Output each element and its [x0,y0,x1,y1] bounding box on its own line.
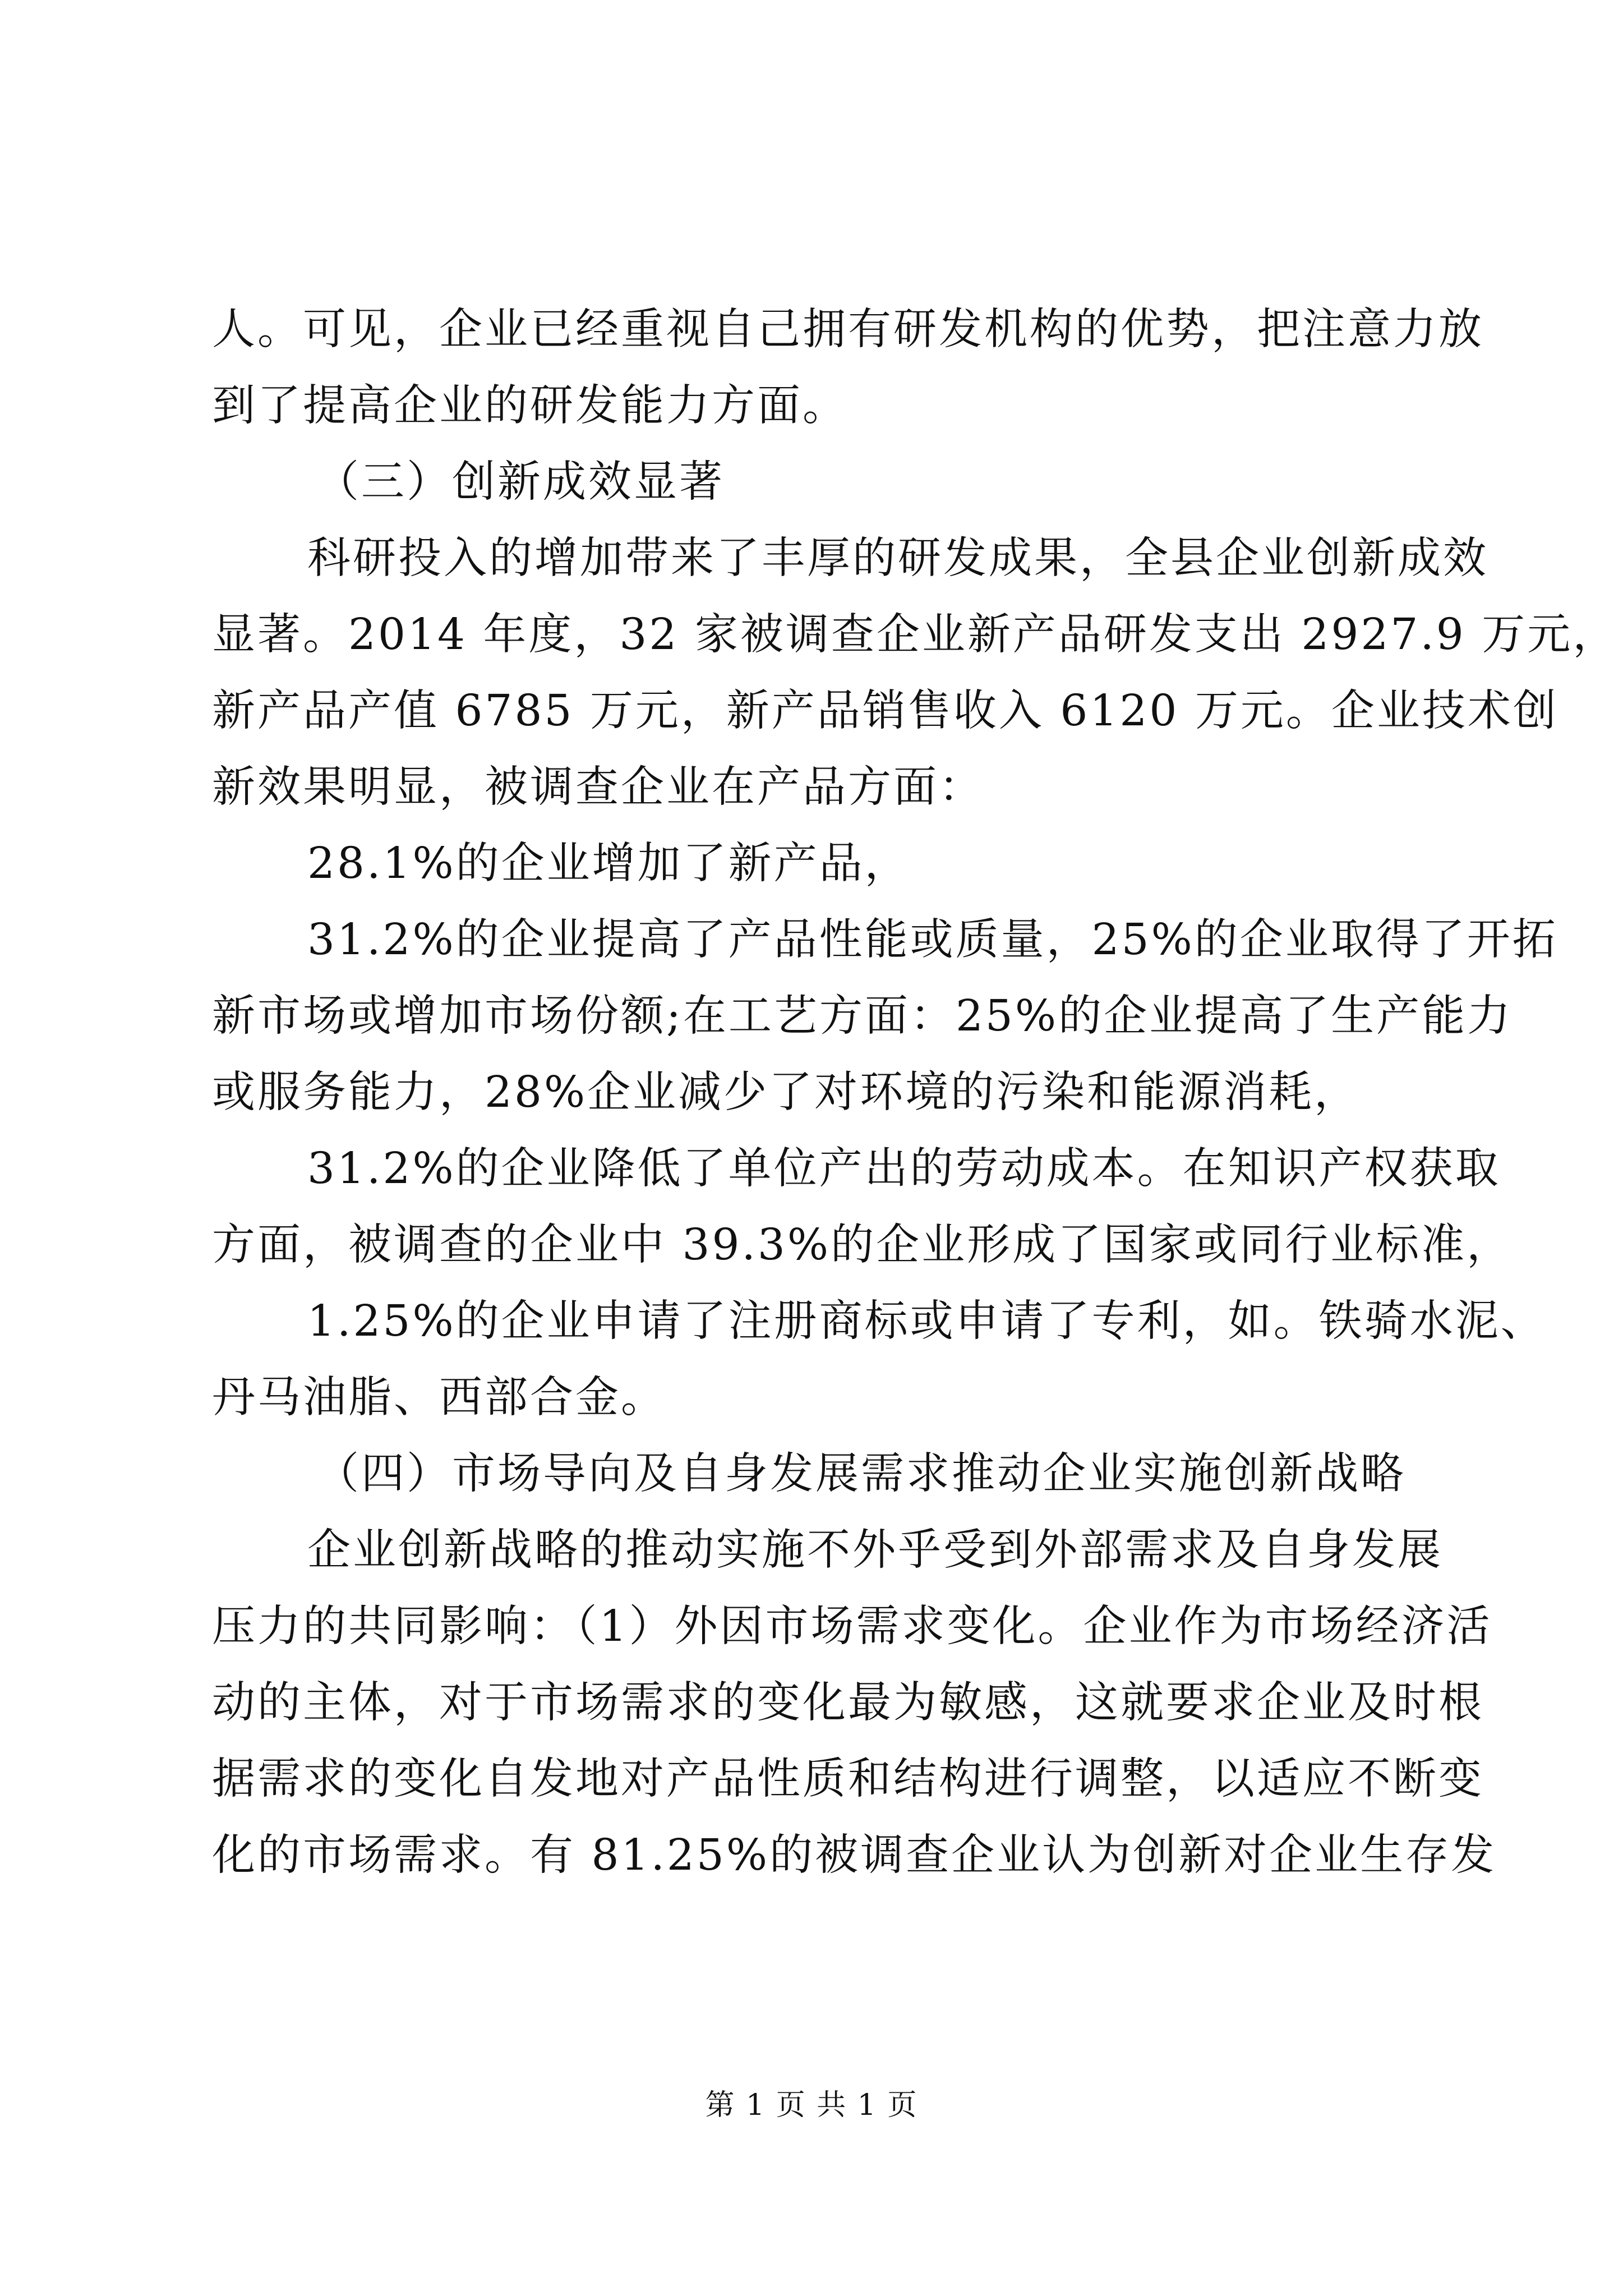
body-line: 压力的共同影响：（1）外因市场需求变化。企业作为市场经济活 [212,1602,1492,1651]
body-line: 化的市场需求。有 81.25%的被调查企业认为创新对企业生存发 [212,1830,1497,1880]
paragraph-first-line: 企业创新战略的推动实施不外乎受到外部需求及自身发展 [307,1525,1443,1575]
body-line: 丹马油脂、西部合金。 [212,1373,666,1423]
body-line: 新效果明显，被调查企业在产品方面： [212,762,984,812]
body-line: 或服务能力，28%企业减少了对环境的污染和能源消耗， [212,1068,1360,1117]
body-line: 方面，被调查的企业中 39.3%的企业形成了国家或同行业标准， [212,1220,1513,1270]
body-line: 新市场或增加市场份额;在工艺方面：25%的企业提高了生产能力 [212,991,1513,1041]
body-line: 据需求的变化自发地对产品性质和结构进行调整，以适应不断变 [212,1754,1484,1804]
paragraph-first-line: 31.2%的企业降低了单位产出的劳动成本。在知识产权获取 [307,1144,1501,1194]
paragraph-first-line: 科研投入的增加带来了丰厚的研发成果，全县企业创新成效 [307,533,1488,583]
section-heading: （四）市场导向及自身发展需求推动企业实施创新战略 [316,1449,1406,1499]
body-line: 新产品产值 6785 万元，新产品销售收入 6120 万元。企业技术创 [212,686,1559,736]
body-line: 到了提高企业的研发能力方面。 [212,381,848,431]
document-body [212,292,1619,1894]
paragraph-first-line: 28.1%的企业增加了新产品， [307,839,910,889]
section-heading: （三）创新成效显著 [316,457,725,507]
paragraph-first-line: 1.25%的企业申请了注册商标或申请了专利，如。铁骑水泥、 [307,1296,1546,1346]
body-line: 人。可见，企业已经重视自己拥有研发机构的优势，把注意力放 [212,305,1484,355]
paragraph-first-line: 31.2%的企业提高了产品性能或质量，25%的企业取得了开拓 [307,915,1558,965]
page-number-footer: 第 1 页 共 1 页 [705,2088,918,2122]
body-line: 显著。2014 年度，32 家被调查企业新产品研发支出 2927.9 万元， [212,610,1619,660]
body-line: 动的主体，对于市场需求的变化最为敏感，这就要求企业及时根 [212,1678,1484,1728]
